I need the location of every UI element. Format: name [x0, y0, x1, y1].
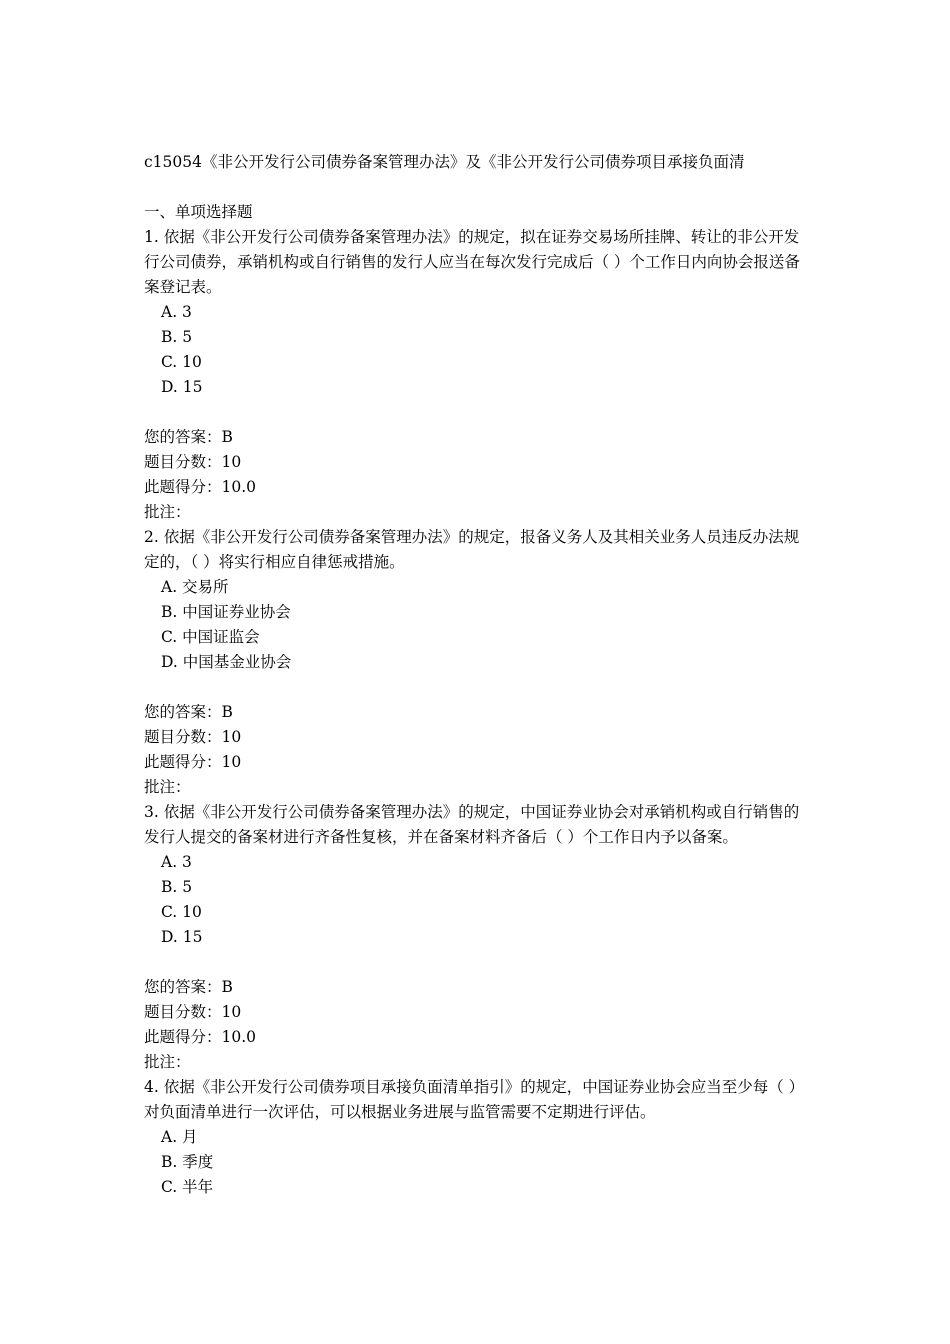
annotation-label: 批注：	[144, 1053, 191, 1071]
option-a: A. 3	[161, 303, 192, 321]
option-a: A. 3	[161, 853, 192, 871]
question-1-text: 1. 依据《非公开发行公司债券备案管理办法》的规定，拟在证券交易场所挂牌、转让的非公开发行公司债券，承销机构或自行销售的发行人应当在每次发行完成后（ ）个工作日内向协会报送备案登记表。	[144, 228, 800, 296]
question-4-text: 4. 依据《非公开发行公司债券项目承接负面清单指引》的规定，中国证券业协会应当至少每（ ）对负面清单进行一次评估，可以根据业务进展与监管需要不定期进行评估。	[144, 1078, 805, 1121]
option-c: C. 半年	[161, 1178, 214, 1196]
option-a: A. 月	[161, 1128, 198, 1146]
document-page	[144, 150, 814, 1200]
question-2-text: 2. 依据《非公开发行公司债券备案管理办法》的规定，报备义务人及其相关业务人员违反办法规定的，（ ）将实行相应自律惩戒措施。	[144, 528, 800, 571]
question-score: 题目分数：10	[144, 728, 242, 746]
option-d: D. 15	[161, 378, 203, 396]
question-1-options	[144, 300, 814, 400]
question-4	[144, 1075, 814, 1200]
option-d: D. 15	[161, 928, 203, 946]
question-score: 题目分数：10	[144, 1003, 242, 1021]
question-3-text: 3. 依据《非公开发行公司债券备案管理办法》的规定，中国证券业协会对承销机构或自行销售的发行人提交的备案材进行齐备性复核，并在备案材料齐备后（ ）个工作日内予以备案。	[144, 803, 800, 846]
option-c: C. 10	[161, 903, 202, 921]
option-b: B. 中国证券业协会	[161, 603, 291, 621]
option-a: A. 交易所	[161, 578, 229, 596]
spacer	[144, 950, 814, 975]
option-b: B. 5	[161, 878, 193, 896]
option-d: D. 中国基金业协会	[161, 653, 292, 671]
question-3	[144, 800, 814, 1075]
spacer	[144, 400, 814, 425]
obtained-score: 此题得分：10	[144, 753, 242, 771]
question-score: 题目分数：10	[144, 453, 242, 471]
option-c: C. 10	[161, 353, 202, 371]
your-answer: 您的答案：B	[144, 703, 233, 721]
your-answer: 您的答案：B	[144, 428, 233, 446]
section-heading: 一、单项选择题	[144, 203, 253, 221]
your-answer: 您的答案：B	[144, 978, 233, 996]
question-1	[144, 225, 814, 525]
spacer	[144, 675, 814, 700]
option-b: B. 5	[161, 328, 193, 346]
option-c: C. 中国证监会	[161, 628, 260, 646]
question-2	[144, 525, 814, 800]
annotation-label: 批注：	[144, 778, 191, 796]
option-b: B. 季度	[161, 1153, 214, 1171]
obtained-score: 此题得分：10.0	[144, 1028, 257, 1046]
obtained-score: 此题得分：10.0	[144, 478, 257, 496]
document-title: c15054《非公开发行公司债券备案管理办法》及《非公开发行公司债券项目承接负面清	[144, 153, 745, 171]
question-3-options	[144, 850, 814, 950]
annotation-label: 批注：	[144, 503, 191, 521]
question-2-options	[144, 575, 814, 675]
question-4-options	[144, 1125, 814, 1200]
